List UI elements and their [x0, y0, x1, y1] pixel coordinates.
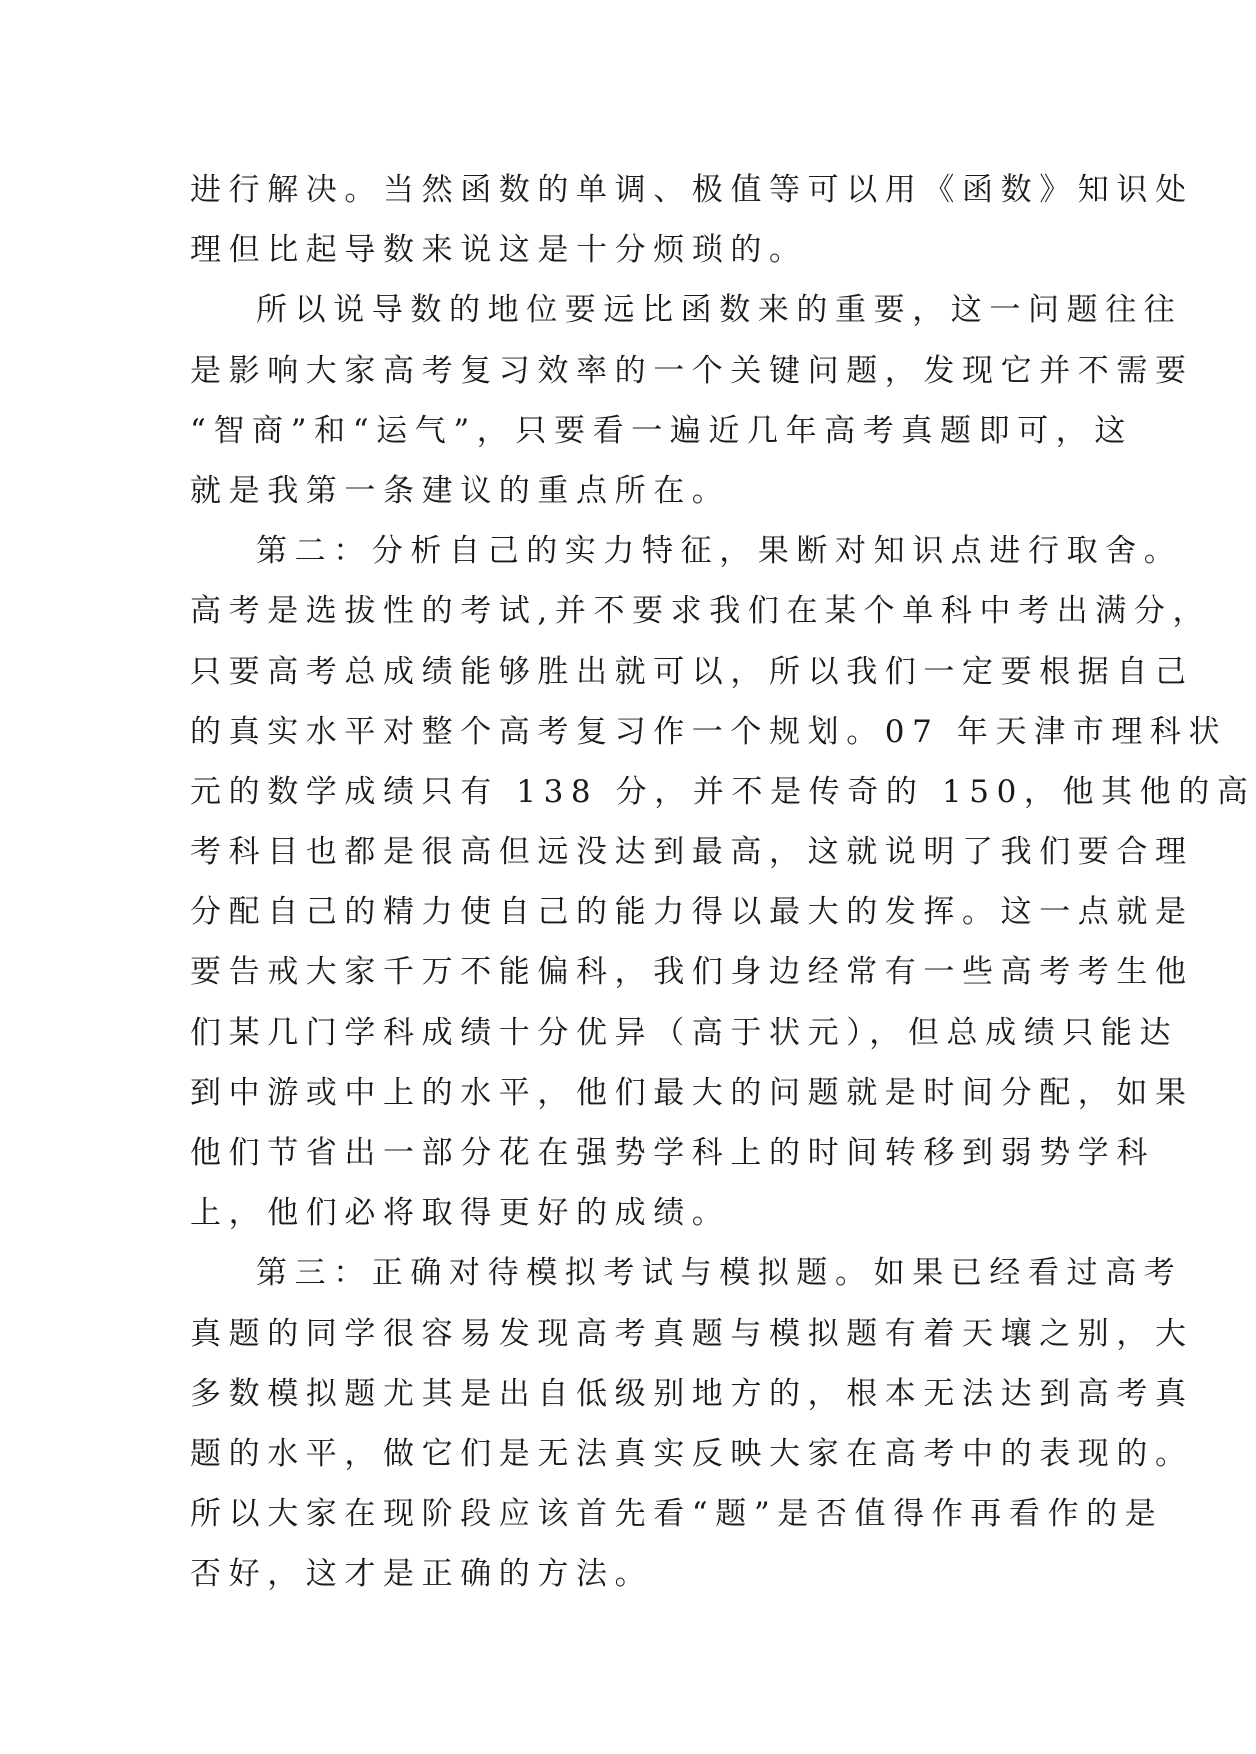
text-line: 否好，这才是正确的方法。 — [190, 1556, 654, 1593]
text-line: 第二：分析自己的实力特征，果断对知识点进行取舍。 — [256, 533, 1183, 570]
text-line: 分配自己的精力使自己的能力得以最大的发挥。这一点就是 — [190, 894, 1194, 931]
text-line: 理但比起导数来说这是十分烦琐的。 — [190, 232, 808, 269]
text-line: 进行解决。当然函数的单调、极值等可以用《函数》知识处 — [190, 172, 1194, 208]
text-line: 第三：正确对待模拟考试与模拟题。如果已经看过高考 — [256, 1255, 1183, 1292]
text-line: 考科目也都是很高但远没达到最高，这就说明了我们要合理 — [190, 834, 1194, 871]
body-text — [190, 160, 1256, 1605]
text-line: 只要高考总成绩能够胜出就可以，所以我们一定要根据自己 — [190, 653, 1194, 690]
text-line: 们某几门学科成绩十分优异（高于状元），但总成绩只能达 — [190, 1014, 1179, 1051]
text-line: 题的水平，做它们是无法真实反映大家在高考中的表现的。 — [190, 1435, 1194, 1472]
text-line: 到中游或中上的水平，他们最大的问题就是时间分配，如果 — [190, 1074, 1194, 1111]
text-line: 要告戒大家千万不能偏科，我们身边经常有一些高考考生他 — [190, 954, 1194, 991]
paragraph — [190, 521, 1256, 1243]
text-line: 所以说导数的地位要远比函数来的重要，这一问题往往 — [256, 292, 1183, 329]
text-line: 所以大家在现阶段应该首先看“题”是否值得作再看作的是 — [190, 1496, 1164, 1533]
text-line: 他们节省出一部分花在强势学科上的时间转移到弱势学科 — [190, 1135, 1155, 1171]
text-line: 元的数学成绩只有 138 分，并不是传奇的 150，他其他的高 — [190, 773, 1256, 810]
text-line: 就是我第一条建议的重点所在。 — [190, 472, 731, 509]
paragraph — [190, 1243, 1194, 1604]
paragraph — [190, 280, 1194, 521]
text-line: “智商”和“运气”，只要看一遍近几年高考真题即可，这 — [190, 412, 1133, 449]
text-line: 上，他们必将取得更好的成绩。 — [190, 1195, 731, 1232]
text-line: 真题的同学很容易发现高考真题与模拟题有着天壤之别，大 — [190, 1315, 1194, 1352]
text-line: 多数模拟题尤其是出自低级别地方的，根本无法达到高考真 — [190, 1375, 1194, 1412]
text-line: 高考是选拔性的考试,并不要求我们在某个单科中考出满分， — [190, 593, 1212, 630]
paragraph — [190, 160, 1194, 280]
text-line: 是影响大家高考复习效率的一个关键问题，发现它并不需要 — [190, 352, 1194, 389]
text-line: 的真实水平对整个高考复习作一个规划。07 年天津市理科状 — [190, 713, 1228, 750]
